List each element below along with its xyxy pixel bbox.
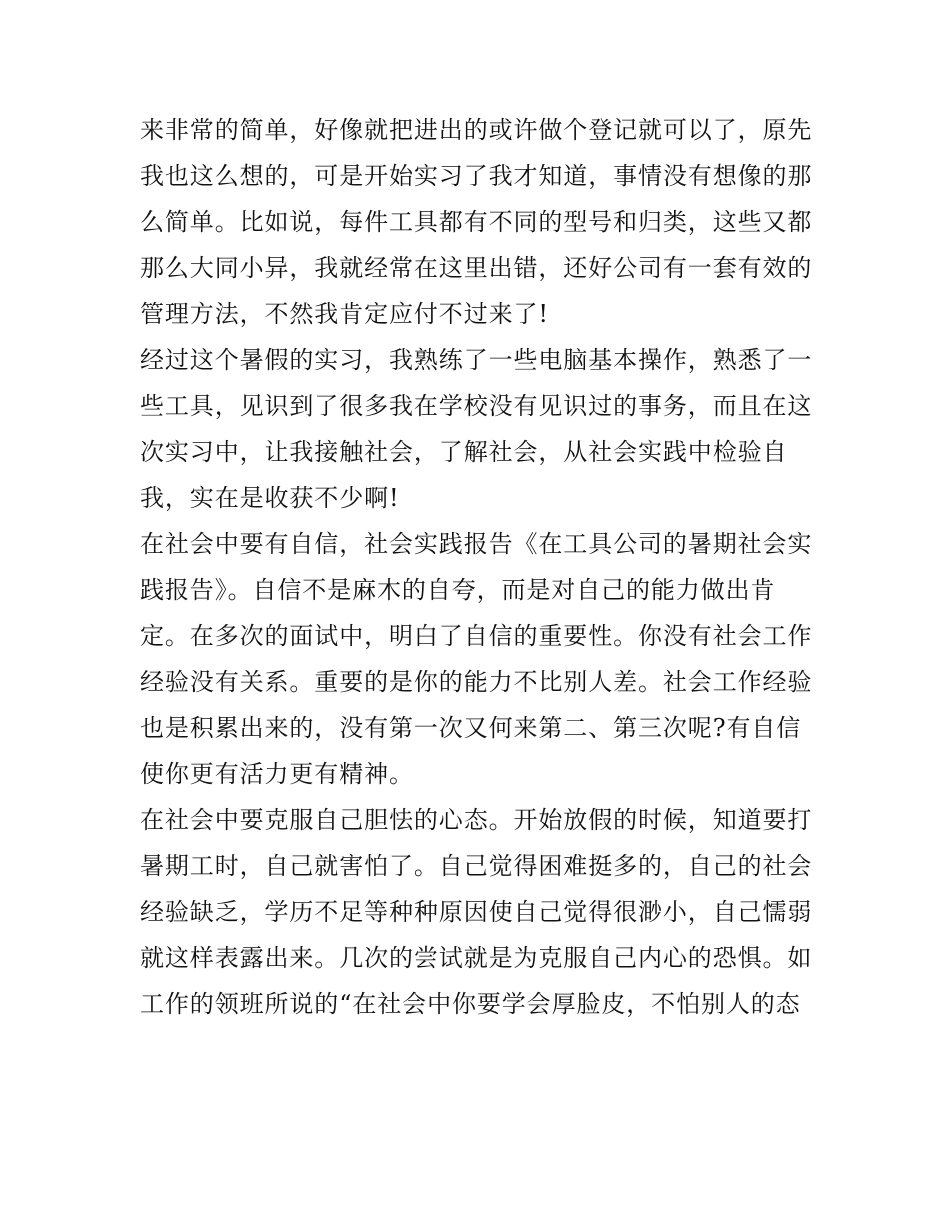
text-line-1: 来非常的简单，好像就把进出的或许做个登记就可以了，原先 xyxy=(140,116,813,144)
text-line-14: 也是积累出来的，没有第一次又何来第二、第三次呢?有自信 xyxy=(140,714,802,742)
text-line-2: 我也这么想的，可是开始实习了我才知道，事情没有想像的那 xyxy=(140,162,813,190)
text-line-4: 那么大同小异，我就经常在这里出错，还好公司有一套有效的 xyxy=(140,254,813,282)
text-line-9: 我，实在是收获不少啊! xyxy=(140,484,400,512)
text-line-6: 经过这个暑假的实习，我熟练了一些电脑基本操作，熟悉了一 xyxy=(140,346,813,374)
text-line-11: 践报告》。自信不是麻木的自夸，而是对自己的能力做出肯 xyxy=(140,576,776,604)
text-line-12: 定。在多次的面试中，明白了自信的重要性。你没有社会工作 xyxy=(140,622,813,650)
text-line-19: 就这样表露出来。几次的尝试就是为克服自己内心的恐惧。如 xyxy=(140,944,813,972)
text-line-8: 次实习中，让我接触社会，了解社会，从社会实践中检验自 xyxy=(140,438,788,466)
body-text xyxy=(140,107,820,1027)
text-line-17: 暑期工时，自己就害怕了。自己觉得困难挺多的，自己的社会 xyxy=(140,852,813,880)
text-line-15: 使你更有活力更有精神。 xyxy=(140,760,414,788)
text-line-7: 些工具，见识到了很多我在学校没有见识过的事务，而且在这 xyxy=(140,392,813,420)
text-line-13: 经验没有关系。重要的是你的能力不比别人差。社会工作经验 xyxy=(140,668,813,696)
text-line-10: 在社会中要有自信，社会实践报告《在工具公司的暑期社会实 xyxy=(140,530,813,558)
text-line-5: 管理方法，不然我肯定应付不过来了! xyxy=(140,300,549,328)
text-line-20: 工作的领班所说的“在社会中你要学会厚脸皮，不怕别人的态 xyxy=(140,990,801,1018)
text-line-16: 在社会中要克服自己胆怯的心态。开始放假的时候，知道要打 xyxy=(140,806,813,834)
text-line-18: 经验缺乏，学历不足等种种原因使自己觉得很渺小，自己懦弱 xyxy=(140,898,813,926)
text-line-3: 么简单。比如说，每件工具都有不同的型号和归类，这些又都 xyxy=(140,208,813,236)
